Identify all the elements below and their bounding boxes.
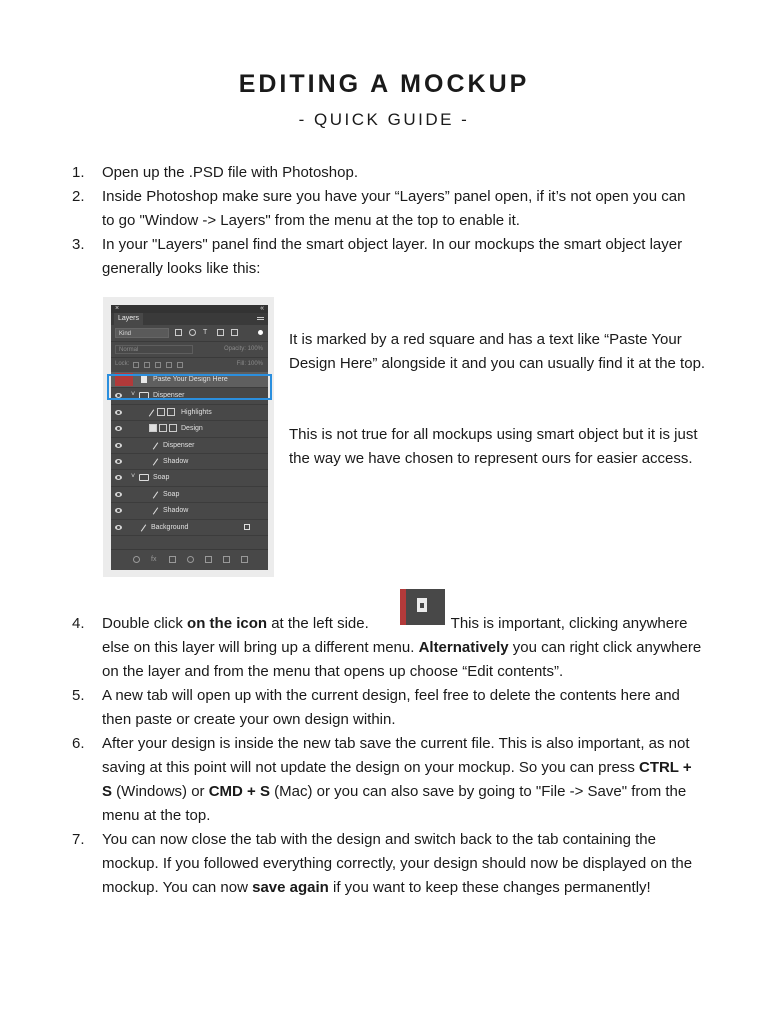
- link-icon: [133, 556, 140, 563]
- layer-background: [111, 520, 268, 536]
- double-chevron-icon: «: [260, 305, 264, 312]
- step-text-d: This is important, clicking anywhere else on this layer will bring up a different menu.: [102, 615, 688, 656]
- lock-row: [111, 358, 268, 372]
- mask-thumbnail: [169, 424, 177, 432]
- folder-icon: [139, 474, 149, 481]
- step-number: 2.: [72, 188, 85, 205]
- panel-menu-icon: [257, 317, 264, 318]
- brush-icon: [149, 409, 154, 416]
- document-title: EDITING A MOCKUP: [238, 70, 530, 98]
- brush-icon: [153, 508, 158, 515]
- chevron-down-icon: ˅: [131, 473, 136, 481]
- step-text: Inside Photoshop make sure you have your “Layers” panel open, if it’s not open you can to go "Window -> Layers" from the menu at the top to enable it.: [102, 188, 686, 229]
- step-number: 6.: [72, 735, 85, 752]
- fill-label: Fill: 100%: [236, 361, 263, 367]
- eye-icon: [115, 426, 122, 431]
- lock-paint-icon: [144, 362, 150, 368]
- pixel-filter-icon: [175, 329, 182, 336]
- brush-icon: [141, 524, 146, 531]
- step-6: [72, 732, 702, 828]
- step-text-c: (Windows) or: [112, 783, 209, 800]
- layer-name: Paste Your Design Here: [153, 376, 228, 383]
- adjust-filter-icon: [189, 329, 196, 336]
- layer-shadow: [111, 454, 268, 470]
- step-text-bold: save again: [252, 879, 329, 896]
- smart-object-icon: [417, 598, 427, 612]
- layer-name: Shadow: [163, 507, 189, 515]
- blend-mode: Normal: [115, 345, 193, 354]
- trash-icon: [241, 556, 248, 563]
- inline-icon-spacer: [369, 627, 447, 628]
- step-number: 3.: [72, 236, 85, 253]
- kind-filter: Kind: [115, 328, 169, 338]
- step-text: In your "Layers" panel find the smart object layer. In our mockups the smart object layer generally looks like this:: [102, 236, 683, 277]
- eye-icon: [115, 459, 122, 464]
- lock-pixels-icon: [133, 362, 139, 368]
- document-subtitle: - QUICK GUIDE -: [298, 110, 470, 129]
- eye-icon: [115, 410, 122, 415]
- step-text-bold: CMD + S: [208, 783, 270, 800]
- eye-icon: [115, 443, 122, 448]
- layer-name: Background: [151, 523, 189, 531]
- layers-panel-screenshot: [103, 297, 274, 577]
- step-text-bold: Alternatively: [418, 639, 509, 656]
- chevron-down-icon: ˅: [131, 391, 136, 399]
- filter-toggle-icon: [258, 330, 263, 335]
- tab-layers: Layers: [114, 313, 143, 325]
- close-icon: ×: [115, 305, 120, 312]
- step-3: [72, 233, 702, 281]
- layer-dispenser: [111, 438, 268, 454]
- smart-filter-icon: [231, 329, 238, 336]
- step-2: [72, 185, 702, 233]
- step-1: [72, 161, 702, 185]
- step-text: A new tab will open up with the current design, feel free to delete the contents here and then paste or create your own design within.: [102, 687, 680, 728]
- step-text-f: you can right click anywhere on the layer and from the menu that opens up choose “Edit contents”.: [102, 639, 702, 680]
- new-layer-icon: [223, 556, 230, 563]
- panel-bottom-bar: [111, 549, 268, 570]
- eye-icon: [115, 492, 122, 497]
- mask-icon: [169, 556, 176, 563]
- step-text-a: Double click: [102, 615, 188, 632]
- filter-row: [111, 325, 268, 342]
- step-text-a: After your design is inside the new tab save the current file. This is also important, as not saving at this point will not update the design on your mockup. So you can press: [102, 735, 690, 776]
- steps-list-first: [72, 161, 702, 281]
- step-5: [72, 684, 702, 732]
- layer-group-soap: [111, 470, 268, 486]
- layer-name: Design: [181, 425, 203, 433]
- type-filter-icon: T: [203, 329, 208, 336]
- lock-label: Lock:: [115, 361, 130, 367]
- lock-icon: [244, 524, 250, 530]
- layers-panel: [111, 305, 268, 570]
- eye-icon: [115, 475, 122, 480]
- layer-name: Dispenser: [153, 392, 185, 400]
- layer-thumbnail: [157, 408, 165, 416]
- step-text-a: You can now close the tab with the design and switch back to the tab containing the mockup. If you followed everything correctly, your design should now be displayed on the mockup. You can now: [102, 831, 693, 896]
- layer-name: Shadow: [163, 457, 189, 465]
- eye-icon: [115, 508, 122, 513]
- layer-name: Soap: [163, 490, 180, 498]
- layer-soap: [111, 487, 268, 503]
- group-icon: [205, 556, 212, 563]
- lock-all-icon: [177, 362, 183, 368]
- layer-thumbnail: [159, 424, 167, 432]
- mask-thumbnail: [167, 408, 175, 416]
- step-text-e: (Mac) or you can also save by going to "File -> Save" from the menu at the top.: [102, 783, 687, 824]
- panel-tab-row: [111, 313, 268, 325]
- panel-topbar: [111, 305, 268, 313]
- steps-list-second: [72, 612, 702, 900]
- layer-name: Dispenser: [163, 441, 195, 449]
- step-number: 4.: [72, 615, 85, 632]
- brush-icon: [153, 442, 158, 449]
- step-4: [72, 612, 702, 684]
- layer-design: [111, 421, 268, 437]
- smart-object-icon: [149, 424, 157, 432]
- side-paragraph-2: This is not true for all mockups using smart object but it is just the way we have chosen to represent ours for easier access.: [289, 426, 698, 467]
- brush-icon: [153, 491, 158, 498]
- lock-artboard-icon: [166, 362, 172, 368]
- step-text-bold: on the icon: [187, 615, 268, 632]
- layer-name: Highlights: [181, 408, 212, 416]
- step-number: 5.: [72, 687, 85, 704]
- fx-icon: fx: [151, 556, 157, 563]
- brush-icon: [153, 458, 158, 465]
- layer-name: Soap: [153, 474, 170, 482]
- lock-move-icon: [155, 362, 161, 368]
- layer-highlights: [111, 405, 268, 421]
- step-7: [72, 828, 702, 900]
- side-paragraph-1: It is marked by a red square and has a text like “Paste Your Design Here” alongside it and you can usually find it at the top.: [289, 331, 706, 372]
- adjustment-icon: [187, 556, 194, 563]
- eye-icon: [115, 525, 122, 530]
- shape-filter-icon: [217, 329, 224, 336]
- step-text-bold: CTRL + S: [102, 759, 692, 800]
- step-text: Open up the .PSD file with Photoshop.: [102, 164, 358, 181]
- opacity-label: Opacity: 100%: [223, 346, 263, 352]
- step-text-c: if you want to keep these changes permanently!: [328, 879, 651, 896]
- layer-shadow: [111, 503, 268, 519]
- smart-object-highlight-box: [107, 374, 272, 400]
- step-text-c: at the left side.: [267, 615, 369, 632]
- step-number: 7.: [72, 831, 85, 848]
- blend-row: [111, 342, 268, 358]
- step-number: 1.: [72, 164, 85, 181]
